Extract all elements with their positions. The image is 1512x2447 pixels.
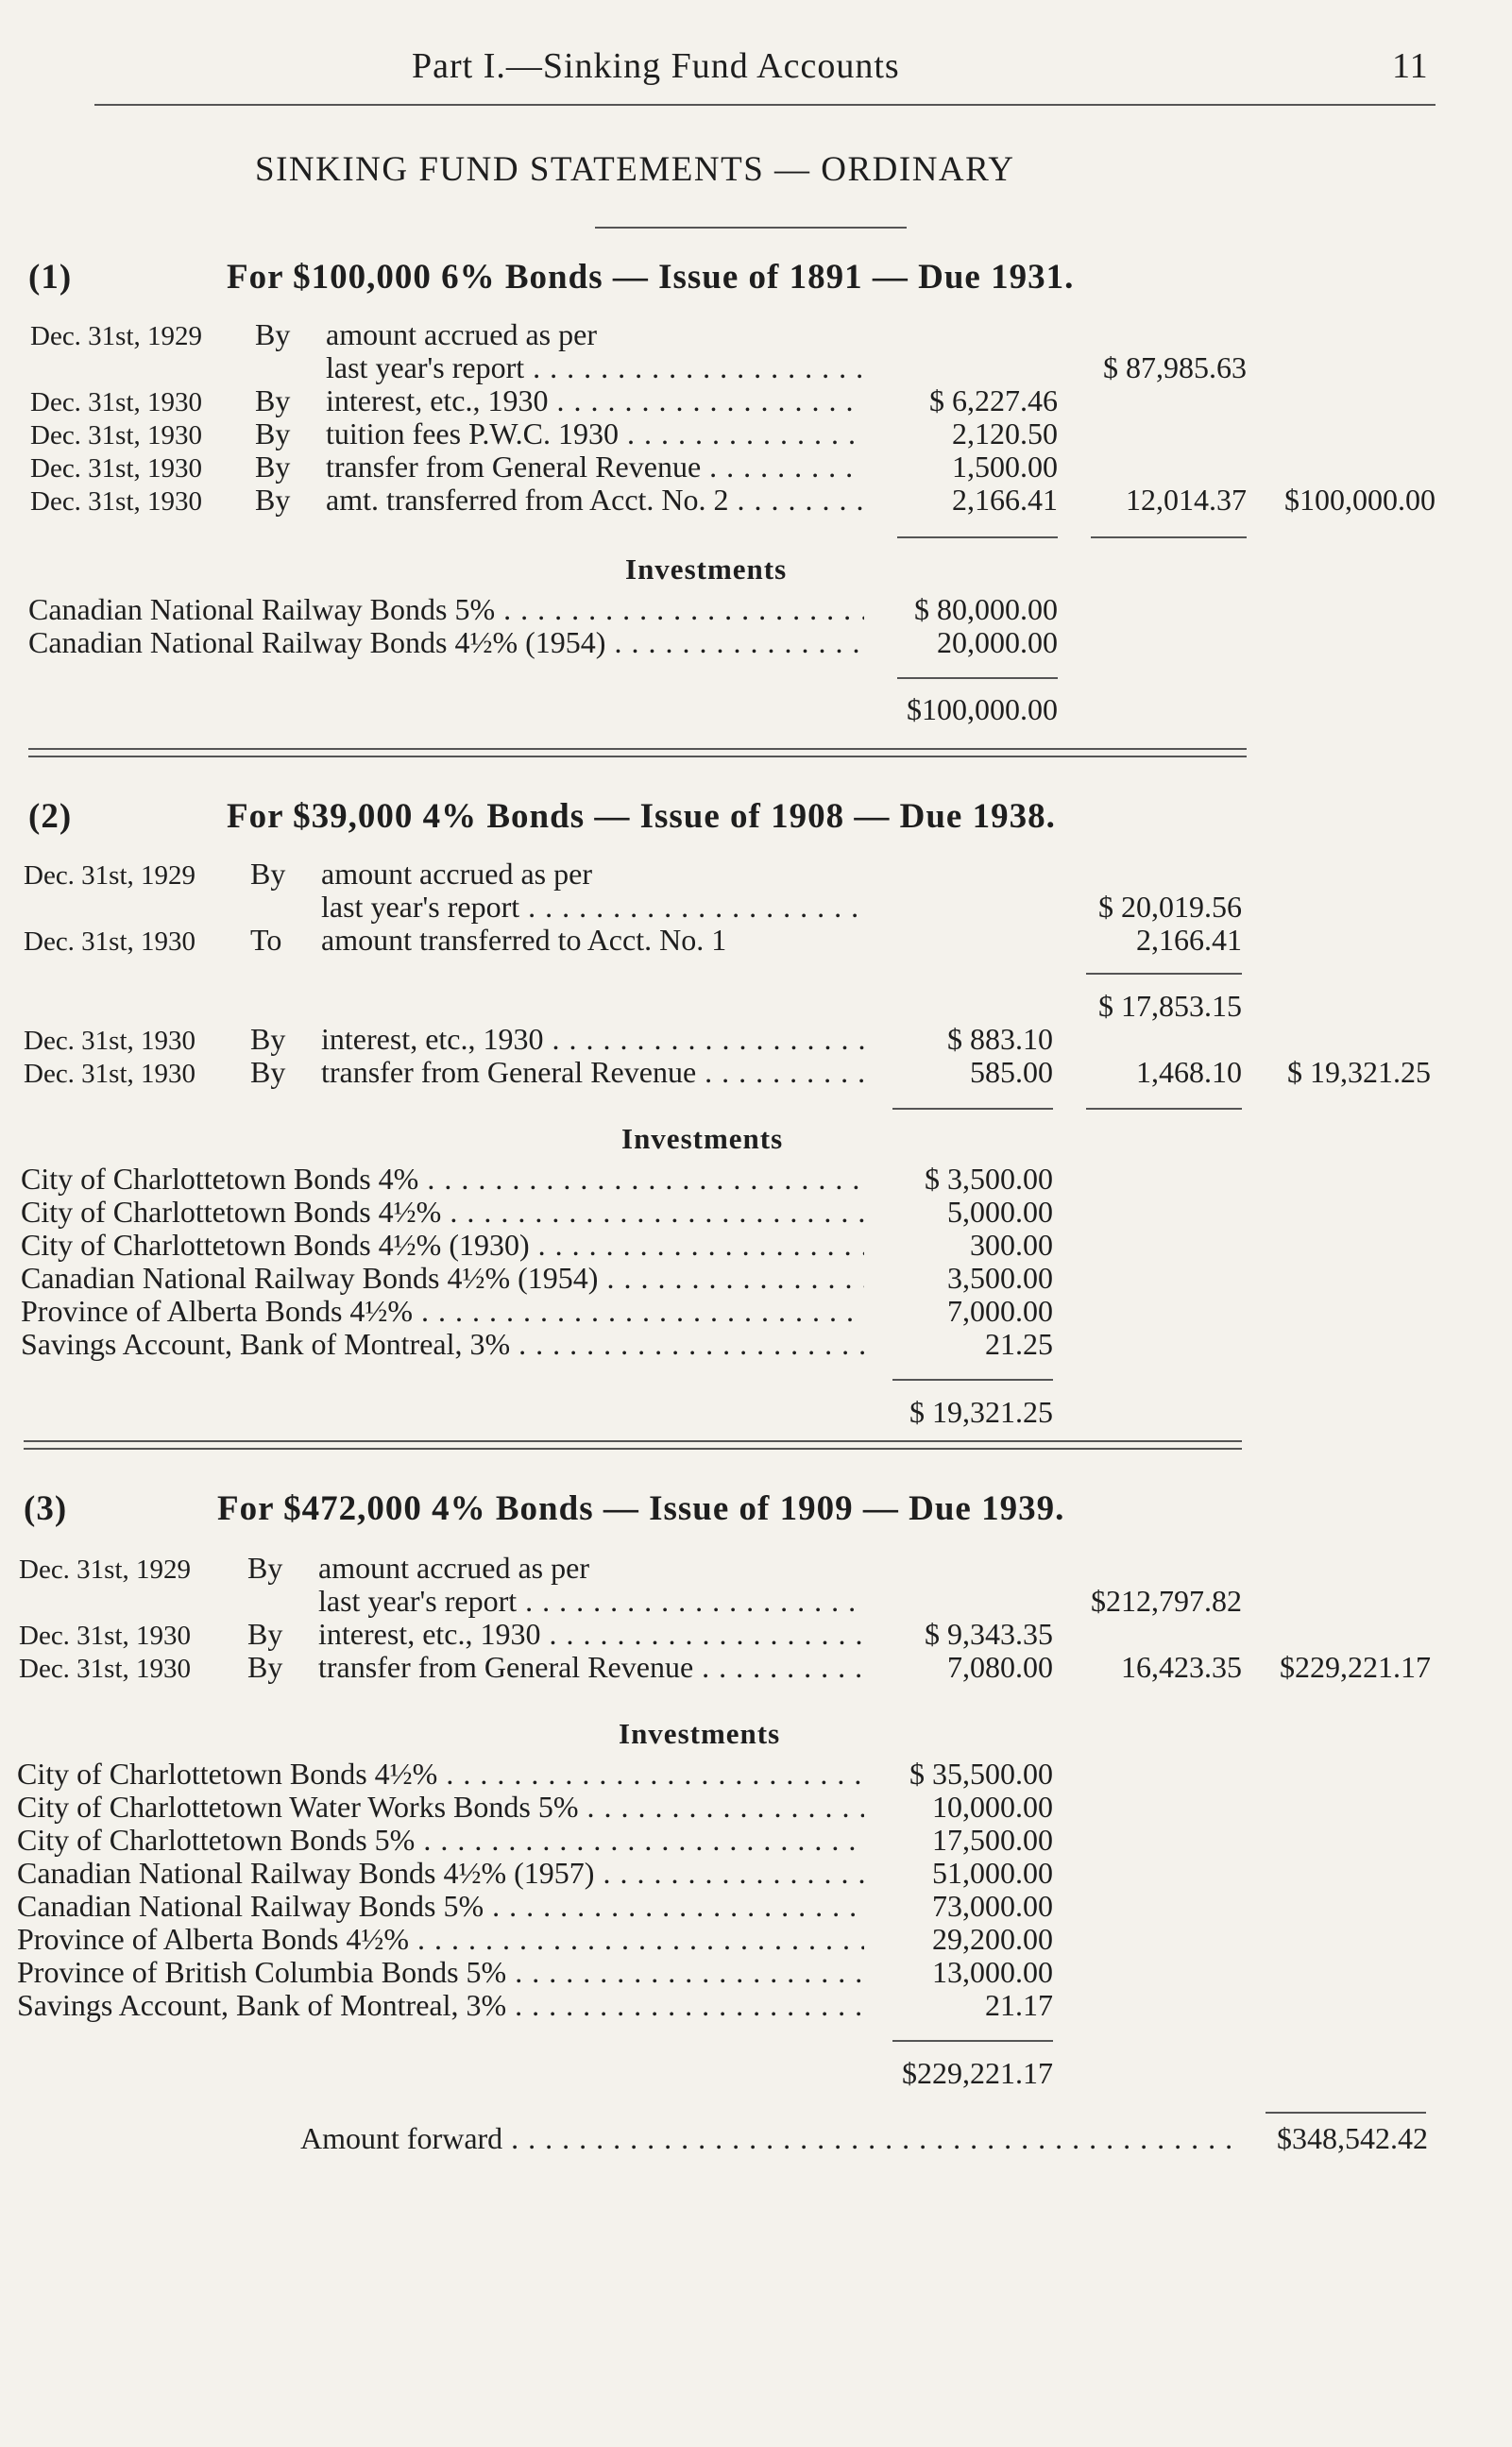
entry-description-cont: last year's report . . . — [326, 350, 864, 384]
amount-forward-value: $348,542.42 — [1277, 2121, 1428, 2155]
investment-amount: 3,500.00 — [947, 1261, 1053, 1295]
investments-heading: Investments — [625, 552, 788, 586]
entry-date: Dec. 31st, 1930 — [19, 1654, 192, 1684]
amount-rule — [897, 536, 1058, 538]
entry-description: transfer from General Revenue . . . — [318, 1650, 864, 1684]
subtotal-amount: 1,468.10 — [1136, 1055, 1242, 1089]
investment-amount: $ 3,500.00 — [925, 1162, 1053, 1196]
entry-description: tuition fees P.W.C. 1930 . . . — [326, 416, 864, 450]
entry-date: Dec. 31st, 1930 — [30, 486, 203, 517]
investment-amount: 10,000.00 — [932, 1790, 1053, 1824]
amount-rule — [1091, 536, 1247, 538]
item-amount: $ 9,343.35 — [925, 1617, 1053, 1651]
grand-total-amount: $229,221.17 — [1280, 1650, 1431, 1684]
entry-date: Dec. 31st, 1930 — [30, 453, 203, 484]
entry-type: By — [247, 1617, 283, 1651]
entry-type: By — [250, 1022, 286, 1056]
entry-type: By — [250, 857, 286, 891]
investment-item: Province of British Columbia Bonds 5% . . . — [17, 1955, 864, 1989]
investment-amount: 300.00 — [970, 1228, 1053, 1262]
entry-description: interest, etc., 1930 . . . — [318, 1617, 864, 1651]
section-heading: For $39,000 4% Bonds — Issue of 1908 — Due 1938. — [227, 797, 1056, 836]
investment-amount: 29,200.00 — [932, 1922, 1053, 1956]
investment-item: Canadian National Railway Bonds 4½% (1957) . . . — [17, 1856, 864, 1890]
investment-amount: 20,000.00 — [937, 625, 1058, 659]
entry-description: interest, etc., 1930 . . . — [326, 383, 864, 417]
investment-item: Province of Alberta Bonds 4½% . . . — [21, 1294, 864, 1328]
total-rule — [892, 2040, 1053, 2042]
entry-description: amount accrued as per — [321, 857, 592, 891]
entry-description-cont: last year's report . . . — [321, 890, 864, 924]
entry-description: amt. transferred from Acct. No. 2 . . . — [326, 483, 864, 517]
investment-item: Savings Account, Bank of Montreal, 3% . . . — [21, 1327, 864, 1361]
entry-date: Dec. 31st, 1930 — [30, 387, 203, 417]
entry-type: By — [255, 450, 291, 484]
amount-rule — [1086, 973, 1242, 975]
investments-heading: Investments — [619, 1717, 781, 1750]
subtotal-amount: 16,423.35 — [1121, 1650, 1242, 1684]
item-amount: 7,080.00 — [947, 1650, 1053, 1684]
title-underline — [595, 227, 907, 229]
investment-item: City of Charlottetown Bonds 5% . . . — [17, 1823, 864, 1857]
entry-date: Dec. 31st, 1929 — [24, 860, 196, 891]
forward-rule — [1266, 2112, 1426, 2114]
entry-date: Dec. 31st, 1930 — [24, 926, 196, 957]
investments-total: $229,221.17 — [902, 2056, 1053, 2090]
investment-item: City of Charlottetown Bonds 4% . . . — [21, 1162, 864, 1196]
balance-amount: $ 87,985.63 — [1103, 350, 1247, 384]
grand-total-amount: $100,000.00 — [1284, 483, 1436, 517]
subtotal-amount: 12,014.37 — [1126, 483, 1247, 517]
section-heading: For $472,000 4% Bonds — Issue of 1909 — Due 1939. — [217, 1489, 1065, 1528]
investment-item: City of Charlottetown Bonds 4½% (1930) . . . — [21, 1228, 864, 1262]
entry-date: Dec. 31st, 1929 — [19, 1555, 192, 1585]
investment-amount: 51,000.00 — [932, 1856, 1053, 1890]
investments-total: $ 19,321.25 — [909, 1395, 1053, 1429]
running-balance: $ 17,853.15 — [1098, 989, 1242, 1023]
investment-amount: 13,000.00 — [932, 1955, 1053, 1989]
page-number: 11 — [1392, 46, 1429, 86]
investment-amount: $ 35,500.00 — [909, 1757, 1053, 1791]
investments-total: $100,000.00 — [907, 692, 1058, 726]
investment-amount: $ 80,000.00 — [914, 592, 1058, 626]
investment-item: Canadian National Railway Bonds 4½% (1954) . . . — [28, 625, 864, 659]
entry-date: Dec. 31st, 1930 — [24, 1026, 196, 1056]
header-rule — [94, 104, 1436, 106]
amount-rule — [892, 1108, 1053, 1110]
balance-amount: $ 20,019.56 — [1098, 890, 1242, 924]
entry-description: interest, etc., 1930 . . . — [321, 1022, 864, 1056]
entry-description-cont: last year's report . . . — [318, 1584, 864, 1618]
entry-type: By — [255, 383, 291, 417]
section-number: (3) — [24, 1489, 68, 1528]
entry-type: To — [250, 923, 282, 957]
entry-date: Dec. 31st, 1930 — [30, 420, 203, 450]
entry-description: amount accrued as per — [326, 317, 597, 351]
running-title: Part I.—Sinking Fund Accounts — [412, 46, 900, 86]
investment-item: Province of Alberta Bonds 4½% . . . — [17, 1922, 864, 1956]
entry-type: By — [255, 483, 291, 517]
section-number: (1) — [28, 258, 73, 297]
investment-amount: 21.17 — [985, 1988, 1053, 2022]
amount-forward-label: Amount forward . . . — [300, 2121, 1237, 2155]
section-separator — [24, 1440, 1242, 1450]
entry-date: Dec. 31st, 1930 — [24, 1059, 196, 1089]
entry-type: By — [250, 1055, 286, 1089]
investment-amount: 7,000.00 — [947, 1294, 1053, 1328]
item-amount: $ 6,227.46 — [929, 383, 1058, 417]
entry-description: amount accrued as per — [318, 1551, 589, 1585]
item-amount: $ 883.10 — [947, 1022, 1053, 1056]
balance-amount: $212,797.82 — [1091, 1584, 1242, 1618]
entry-date: Dec. 31st, 1929 — [30, 321, 203, 351]
investment-item: City of Charlottetown Water Works Bonds 5% . . . — [17, 1790, 864, 1824]
item-amount: 2,166.41 — [952, 483, 1058, 517]
item-amount: 585.00 — [970, 1055, 1053, 1089]
entry-description: amount transferred to Acct. No. 1 — [321, 923, 727, 957]
total-rule — [892, 1379, 1053, 1381]
section-heading: For $100,000 6% Bonds — Issue of 1891 — Due 1931. — [227, 258, 1075, 297]
investment-item: Canadian National Railway Bonds 5% . . . — [17, 1889, 864, 1923]
entry-type: By — [255, 317, 291, 351]
investment-item: Canadian National Railway Bonds 5% . . . — [28, 592, 864, 626]
investment-item: Savings Account, Bank of Montreal, 3% . . . — [17, 1988, 864, 2022]
total-rule — [897, 677, 1058, 679]
amount-rule — [1086, 1108, 1242, 1110]
entry-description: transfer from General Revenue . . . — [326, 450, 864, 484]
investments-heading: Investments — [621, 1122, 784, 1155]
investment-amount: 17,500.00 — [932, 1823, 1053, 1857]
section-separator — [28, 748, 1247, 757]
section-number: (2) — [28, 797, 73, 836]
grand-total-amount: $ 19,321.25 — [1287, 1055, 1431, 1089]
deduction-amount: 2,166.41 — [1136, 923, 1242, 957]
item-amount: 1,500.00 — [952, 450, 1058, 484]
item-amount: 2,120.50 — [952, 416, 1058, 450]
investment-amount: 73,000.00 — [932, 1889, 1053, 1923]
investment-amount: 5,000.00 — [947, 1195, 1053, 1229]
investment-amount: 21.25 — [985, 1327, 1053, 1361]
entry-type: By — [247, 1650, 283, 1684]
entry-type: By — [247, 1551, 283, 1585]
entry-description: transfer from General Revenue . . . — [321, 1055, 864, 1089]
entry-date: Dec. 31st, 1930 — [19, 1621, 192, 1651]
investment-item: Canadian National Railway Bonds 4½% (1954) . . . — [21, 1261, 864, 1295]
entry-type: By — [255, 416, 291, 450]
page-title: SINKING FUND STATEMENTS — ORDINARY — [255, 150, 1015, 189]
investment-item: City of Charlottetown Bonds 4½% . . . — [21, 1195, 864, 1229]
investment-item: City of Charlottetown Bonds 4½% . . . — [17, 1757, 864, 1791]
